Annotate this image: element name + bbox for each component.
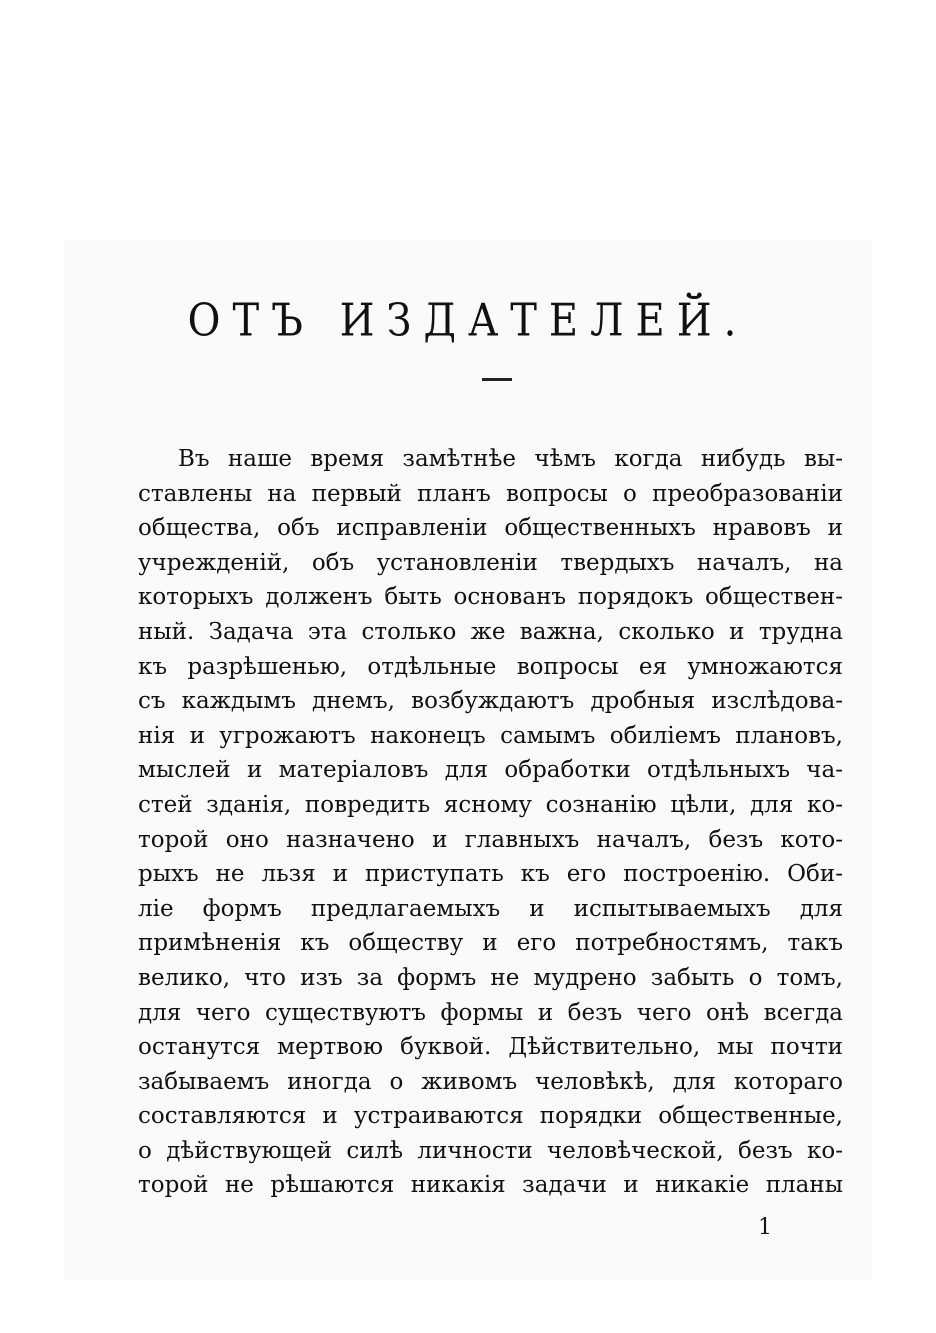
text-line: для чего существуютъ формы и безъ чего онѣ всегда	[138, 999, 843, 1026]
text-line: ліе формъ предлагаемыхъ и испытываемыхъ для	[138, 895, 843, 922]
text-line: которыхъ долженъ быть основанъ порядокъ обществен-	[138, 584, 843, 611]
page-number: 1	[758, 1215, 772, 1240]
text-line: велико, что изъ за формъ не мудрено забыть о томъ,	[138, 964, 843, 991]
text-line: Въ наше время замѣтнѣе чѣмъ когда нибудь вы-	[178, 446, 843, 472]
text-line: нія и угрожаютъ наконецъ самымъ обиліемъ плановъ,	[138, 722, 843, 749]
title-separator	[482, 378, 512, 381]
text-line: ставлены на первый планъ вопросы о преобразованіи	[138, 480, 843, 507]
text-line: торой оно назначено и главныхъ началъ, безъ кото-	[138, 826, 843, 853]
text-line: примѣненія къ обществу и его потребностямъ, такъ	[138, 930, 843, 957]
text-line: торой не рѣшаются никакія задачи и никакіе планы	[138, 1172, 843, 1199]
body-paragraph	[138, 442, 843, 1203]
text-line: составляются и устраиваются порядки общественные,	[138, 1103, 843, 1130]
text-line: останутся мертвою буквой. Дѣйствительно, мы почти	[138, 1034, 843, 1061]
text-line: учрежденій, объ установленіи твердыхъ началъ, на	[138, 549, 843, 576]
text-line: общества, объ исправленіи общественныхъ нравовъ и	[138, 515, 843, 542]
text-line: къ разрѣшенью, отдѣльные вопросы ея умножаются	[138, 653, 843, 680]
text-line: ный. Задача эта столько же важна, сколько и трудна	[138, 618, 843, 645]
text-line: забываемъ иногда о живомъ человѣкѣ, для котораго	[138, 1068, 843, 1095]
text-line: рыхъ не льзя и приступать къ его построенію. Оби-	[138, 861, 843, 888]
page-title: ОТЪ ИЗДАТЕЛЕЙ.	[187, 294, 749, 347]
text-line: мыслей и матеріаловъ для обработки отдѣльныхъ ча-	[138, 757, 843, 784]
text-line: о дѣйствующей силѣ личности человѣческой, безъ ко-	[138, 1137, 843, 1164]
text-line: съ каждымъ днемъ, возбуждаютъ дробныя изслѣдова-	[138, 688, 843, 715]
text-line: стей зданія, повредить ясному сознанію цѣли, для ко-	[138, 791, 843, 818]
